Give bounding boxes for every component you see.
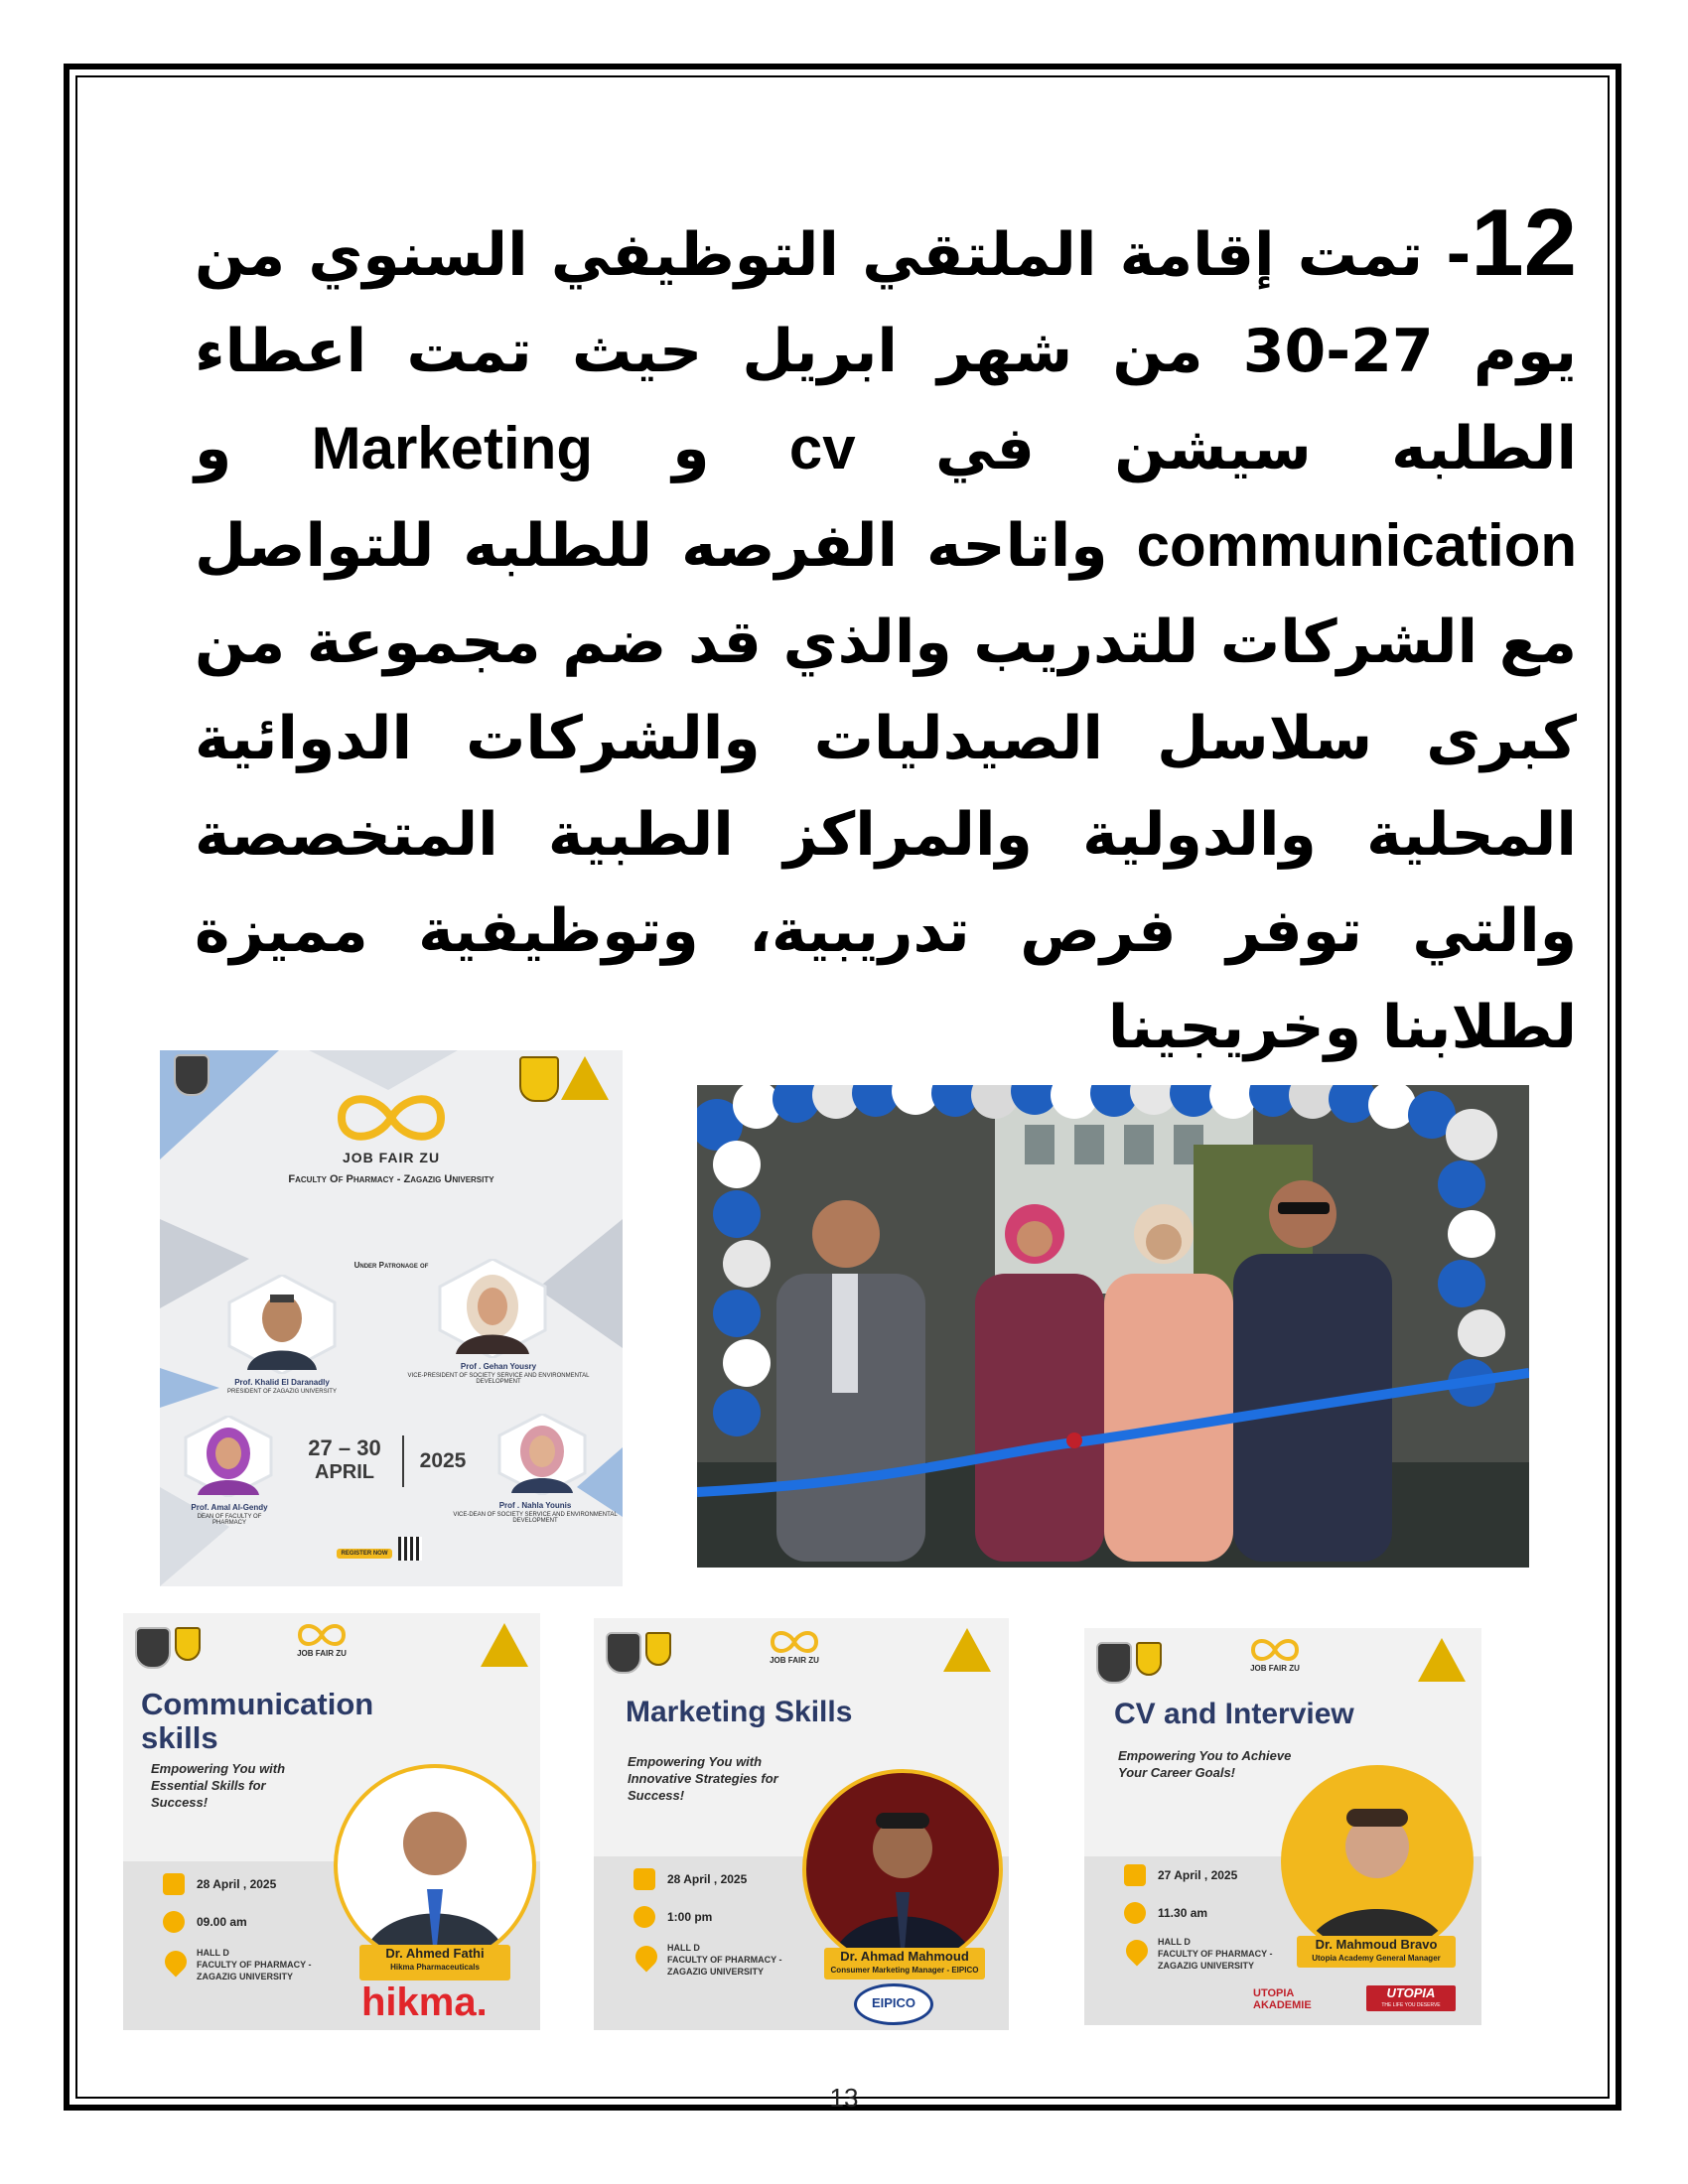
person-name-1: Prof. Khalid El Daranadly: [234, 1378, 330, 1387]
session-title-2: skills: [141, 1720, 218, 1755]
page-number: 13: [829, 2083, 859, 2113]
clock-icon: [163, 1911, 185, 1933]
speaker-name: Dr. Ahmad Mahmoud: [840, 1949, 969, 1964]
portrait-amal: [184, 1416, 273, 1497]
university-logo-icon: [645, 1632, 671, 1666]
clock-icon: [633, 1906, 655, 1928]
calendar-icon: [163, 1873, 185, 1895]
speaker-photo: [334, 1764, 536, 1967]
sponsor-2-name: UTOPIA: [1386, 1985, 1436, 2000]
para-segment-2: و: [593, 414, 789, 483]
term-communication: communication: [1136, 512, 1577, 579]
speaker-name: Dr. Mahmoud Bravo: [1315, 1937, 1438, 1952]
calendar-icon: [1124, 1864, 1146, 1886]
speaker-role: Utopia Academy General Manager: [1312, 1954, 1441, 1963]
qr-code: [398, 1537, 422, 1561]
faculty-logo-icon: [943, 1628, 991, 1672]
para-segment-3: و: [195, 414, 312, 483]
portrait-nahla: [497, 1414, 587, 1495]
portrait-gehan: [438, 1259, 547, 1358]
job-fair-poster: [160, 1050, 623, 1586]
event-month: APRIL: [315, 1461, 374, 1483]
session-poster-marketing: [594, 1618, 1009, 2030]
session-date: [163, 1873, 276, 1895]
person-name-4: Prof . Nahla Younis: [498, 1501, 572, 1510]
speaker-figure: [806, 1773, 999, 1966]
person-role-2: VICE-PRESIDENT OF SOCIETY SERVICE AND ENVIRONMENTAL DEVELOPMENT: [407, 1373, 590, 1385]
session-title: Communication: [141, 1687, 374, 1721]
clock-icon: [1124, 1902, 1146, 1924]
person-name-3: Prof. Amal Al-Gendy: [191, 1503, 268, 1512]
session-time: [163, 1911, 247, 1933]
session-venue: HALL D FACULTY OF PHARMACY - ZAGAZIG UNIVERSITY: [1158, 1937, 1273, 1971]
speaker-name: Dr. Ahmed Fathi: [385, 1946, 485, 1961]
register-button: REGISTER NOW: [337, 1549, 392, 1559]
session-venue: HALL D FACULTY OF PHARMACY - ZAGAZIG UNIVERSITY: [667, 1943, 782, 1977]
university-logo-icon: [519, 1056, 559, 1102]
item-number: 12: [1471, 190, 1577, 296]
job-fair-logo-icon: [322, 1088, 461, 1148]
session-brand: JOB FAIR ZU: [297, 1649, 347, 1658]
pharmacy-logo-icon: [174, 1054, 210, 1096]
person-role-4: VICE-DEAN OF SOCIETY SERVICE AND ENVIRONMENTAL DEVELOPMENT: [453, 1512, 618, 1524]
session-subtitle: Empowering You with Essential Skills for Success!: [151, 1761, 286, 1810]
sponsor-logo: UTOPIA AKADEMIE: [1253, 1987, 1312, 2011]
session-title: Marketing Skills: [626, 1696, 853, 1728]
session-poster-communication: [123, 1613, 540, 2030]
time-text: 11.30 am: [1158, 1906, 1208, 1920]
job-fair-logo-icon: [765, 1628, 824, 1656]
faculty-name: Faculty Of Pharmacy - Zagazig University: [288, 1173, 494, 1185]
sponsor-2-tag: THE LIFE YOU DESERVE: [1381, 2002, 1441, 2008]
sponsor-logo-2: [1366, 1985, 1456, 2011]
speaker-role: Hikma Pharmaceuticals: [390, 1963, 480, 1972]
event-year: 2025: [419, 1449, 467, 1472]
sponsor-logo: [854, 1983, 933, 2025]
date-text: 27 April , 2025: [1158, 1868, 1238, 1882]
job-fair-logo-icon: [292, 1621, 352, 1649]
date-text: 28 April , 2025: [667, 1872, 748, 1886]
pharmacy-logo-icon: [1096, 1642, 1132, 1684]
sponsor-name: EIPICO: [871, 1995, 916, 2010]
calendar-icon: [633, 1868, 655, 1890]
ribbon-cutting-photo: [697, 1085, 1529, 1568]
speaker-role: Consumer Marketing Manager - EIPICO: [830, 1966, 979, 1975]
session-poster-cv: [1084, 1628, 1481, 2025]
session-time: [633, 1906, 712, 1928]
term-marketing: Marketing: [311, 415, 593, 481]
body-paragraph: [195, 190, 1578, 1076]
university-logo-icon: [175, 1627, 201, 1661]
date-text: 28 April , 2025: [197, 1877, 277, 1891]
job-fair-title: JOB FAIR ZU: [342, 1150, 441, 1165]
session-date: [633, 1868, 747, 1890]
time-text: 1:00 pm: [667, 1910, 713, 1924]
speaker-tag: [824, 1948, 985, 1979]
speaker-tag: [1297, 1936, 1456, 1968]
session-subtitle: Empowering You with Innovative Strategies for Success!: [628, 1754, 778, 1803]
person-role-1: PRESIDENT OF ZAGAZIG UNIVERSITY: [227, 1389, 337, 1395]
person-name-2: Prof . Gehan Yousry: [460, 1362, 537, 1371]
faculty-logo-icon: [1418, 1638, 1466, 1682]
sponsor-logo: hikma.: [361, 1980, 488, 2024]
patronage-label: Under Patronage of: [353, 1261, 429, 1270]
session-subtitle: Empowering You to Achieve Your Career Goals!: [1118, 1748, 1292, 1780]
session-brand: JOB FAIR ZU: [770, 1656, 819, 1665]
job-fair-logo-icon: [1245, 1636, 1305, 1664]
portrait-khalid: [227, 1275, 337, 1374]
speaker-figure: [338, 1768, 532, 1963]
session-date: [1124, 1864, 1237, 1886]
faculty-logo-icon: [481, 1623, 528, 1667]
session-time: [1124, 1902, 1207, 1924]
para-segment-1: تمت إقامة الملتقي التوظيفي السنوي من يوم 27-30 من شهر ابريل حيث تمت اعطاء الطلبه سيشن في: [195, 220, 1578, 483]
person-role-3: DEAN OF FACULTY OF PHARMACY: [197, 1514, 262, 1526]
term-cv: cv: [788, 415, 856, 481]
pharmacy-logo-icon: [135, 1627, 171, 1669]
session-title: CV and Interview: [1114, 1698, 1354, 1730]
speaker-tag: [359, 1945, 510, 1980]
speaker-photo: [1281, 1765, 1474, 1958]
session-brand: JOB FAIR ZU: [1250, 1664, 1300, 1673]
item-dash: -: [1446, 220, 1472, 290]
para-segment-4: واتاحه الفرصه للطلبه للتواصل مع الشركات للتدريب والذي قد ضم مجموعة من كبرى سلاسل الصيدليات والشركات الدوائية المحلية والدولية والمراكز الطبية المتخصصة والتي توفر فرص تدريبية، وتوظيفية مميزة لطلابنا وخريجينا: [195, 511, 1577, 1062]
speaker-photo: [802, 1769, 1003, 1970]
date-divider: [402, 1435, 404, 1487]
pharmacy-logo-icon: [606, 1632, 641, 1674]
speaker-figure: [1285, 1769, 1470, 1954]
session-venue: HALL D FACULTY OF PHARMACY - ZAGAZIG UNIVERSITY: [197, 1948, 312, 1981]
event-dates: 27 – 30: [308, 1435, 381, 1460]
time-text: 09.00 am: [197, 1915, 247, 1929]
ceremony-scene: [697, 1085, 1529, 1568]
faculty-logo-icon: [561, 1056, 609, 1100]
university-logo-icon: [1136, 1642, 1162, 1676]
